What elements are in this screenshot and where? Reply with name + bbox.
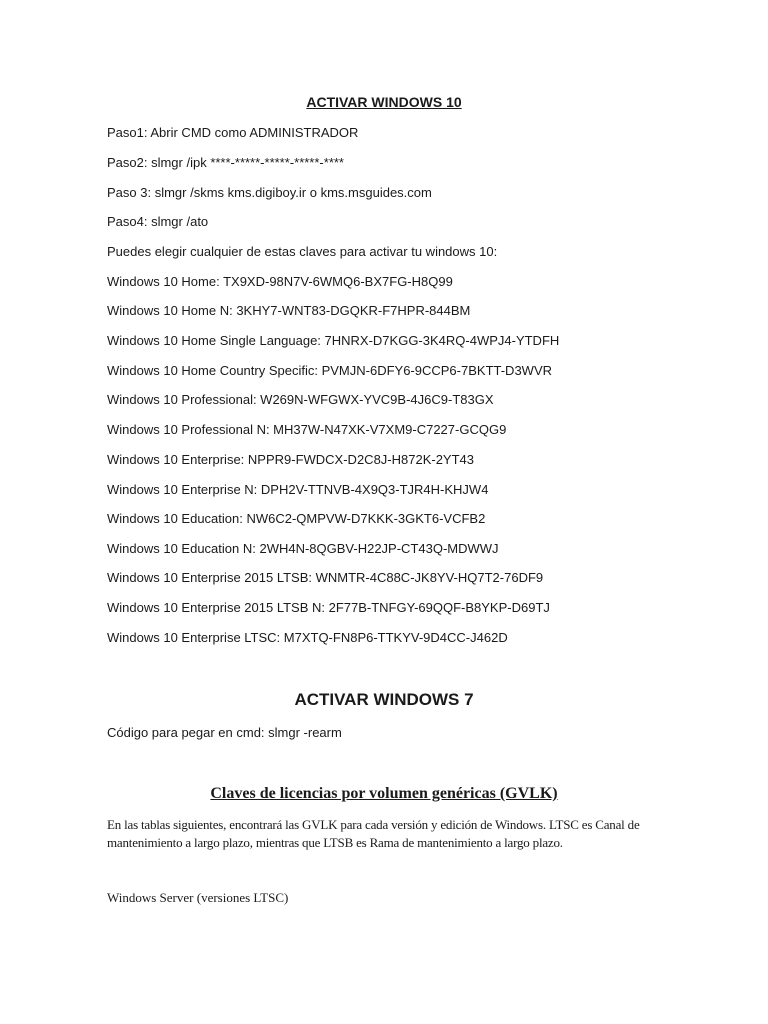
- key-line: Windows 10 Education: NW6C2-QMPVW-D7KKK-3GKT6-VCFB2: [107, 511, 486, 526]
- key-line: Windows 10 Home Single Language: 7HNRX-D7KGG-3K4RQ-4WPJ4-YTDFH: [107, 333, 560, 348]
- key-line: Windows 10 Home Country Specific: PVMJN-6DFY6-9CCP6-7BKTT-D3WVR: [107, 363, 553, 378]
- step-1: Paso1: Abrir CMD como ADMINISTRADOR: [107, 125, 359, 140]
- step-4: Paso4: slmgr /ato: [107, 214, 209, 229]
- step-3: Paso 3: slmgr /skms kms.digiboy.ir o kms.msguides.com: [107, 185, 432, 200]
- key-line: Windows 10 Enterprise 2015 LTSB N: 2F77B-TNFGY-69QQF-B8YKP-D69TJ: [107, 600, 550, 615]
- gvlk-title: Claves de licencias por volumen genéricas (GVLK): [210, 785, 558, 802]
- key-line: Windows 10 Enterprise 2015 LTSB: WNMTR-4C88C-JK8YV-HQ7T2-76DF9: [107, 570, 544, 585]
- key-line: Windows 10 Enterprise LTSC: M7XTQ-FN8P6-TTKYV-9D4CC-J462D: [107, 630, 508, 645]
- win7-code: Código para pegar en cmd: slmgr -rearm: [107, 725, 342, 740]
- key-line: Windows 10 Enterprise: NPPR9-FWDCX-D2C8J-H872K-2YT43: [107, 452, 475, 467]
- key-line: Windows 10 Home: TX9XD-98N7V-6WMQ6-BX7FG-H8Q99: [107, 274, 453, 289]
- gvlk-subheading: Windows Server (versiones LTSC): [107, 890, 289, 905]
- gvlk-paragraph: En las tablas siguientes, encontrará las GVLK para cada versión y edición de Windows. LTSC es Canal de mantenimiento a largo plazo, mientras que LTSB es Rama de mantenimiento a largo plazo.: [107, 817, 640, 850]
- key-line: Windows 10 Professional N: MH37W-N47XK-V7XM9-C7227-GCQG9: [107, 422, 507, 437]
- win10-title: ACTIVAR WINDOWS 10: [306, 94, 462, 110]
- step-2: Paso2: slmgr /ipk ****-*****-*****-*****-****: [107, 155, 344, 170]
- key-line: Windows 10 Home N: 3KHY7-WNT83-DGQKR-F7HPR-844BM: [107, 303, 471, 318]
- key-line: Windows 10 Education N: 2WH4N-8QGBV-H22JP-CT43Q-MDWWJ: [107, 541, 499, 556]
- key-line: Windows 10 Professional: W269N-WFGWX-YVC9B-4J6C9-T83GX: [107, 392, 494, 407]
- key-line: Windows 10 Enterprise N: DPH2V-TTNVB-4X9Q3-TJR4H-KHJW4: [107, 482, 489, 497]
- win7-title: ACTIVAR WINDOWS 7: [294, 690, 474, 709]
- keys-intro: Puedes elegir cualquier de estas claves para activar tu windows 10:: [107, 244, 498, 259]
